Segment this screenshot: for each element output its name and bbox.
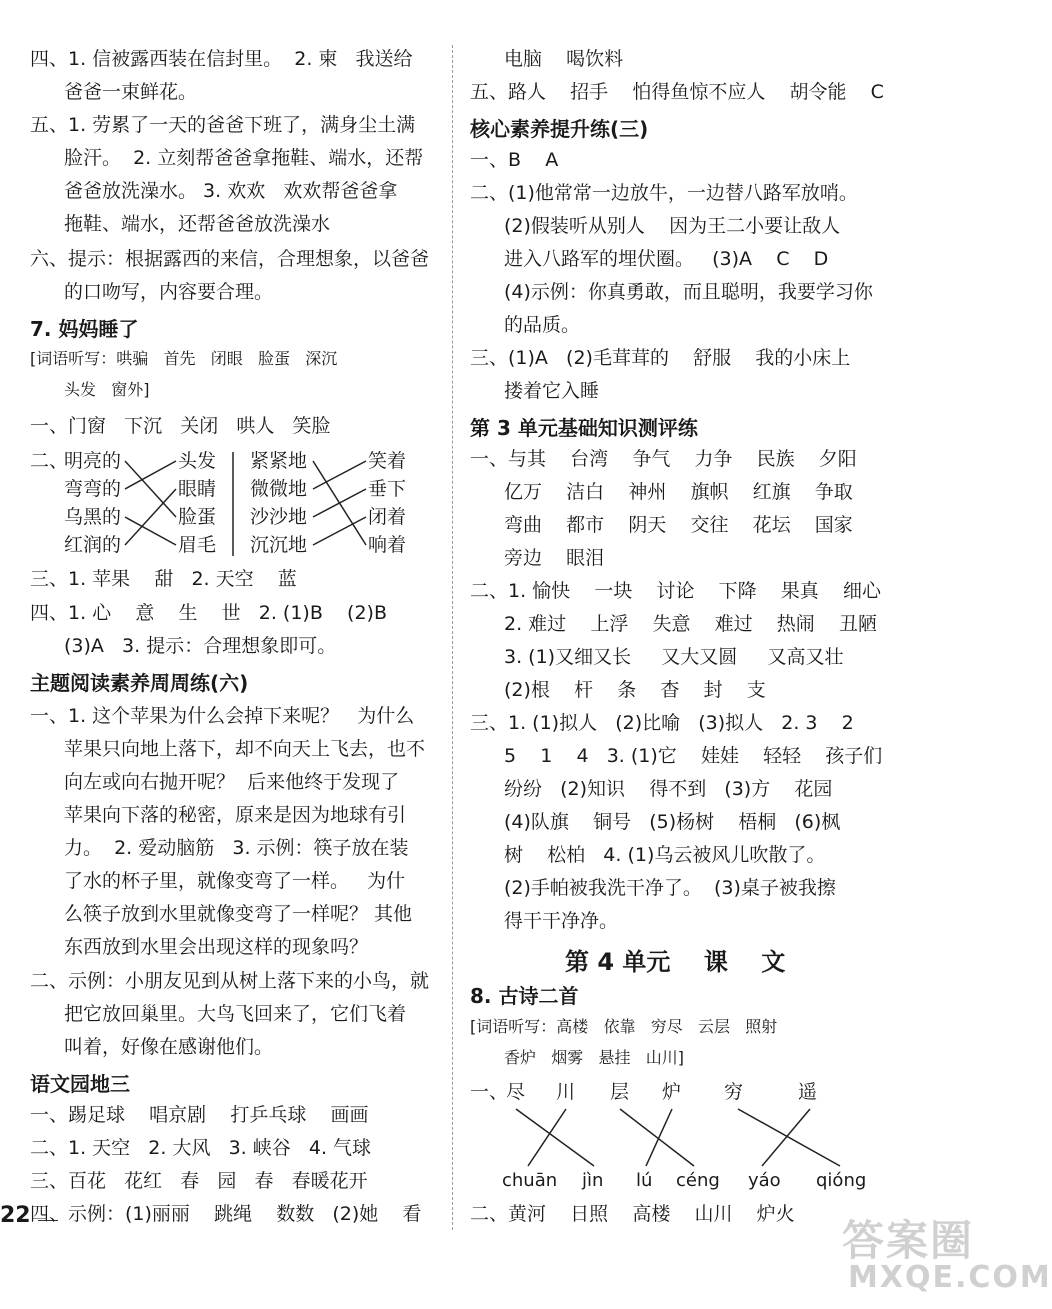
match-char: 炉 bbox=[662, 1081, 682, 1103]
match-word: 红润的 bbox=[64, 534, 122, 556]
answer-line: 二、(1)他常常一边放牛，一边替八路军放哨。 bbox=[470, 182, 858, 204]
answer-line: 二、1. 愉快 一块 讨论 下降 果真 细心 bbox=[470, 580, 881, 602]
answer-line: 2. 难过 上浮 失意 难过 热闹 丑陋 bbox=[504, 613, 877, 635]
answer-line: (2)假装听从别人 因为王二小要让敌人 bbox=[504, 215, 841, 237]
answer-line: 五、1. 劳累了一天的爸爸下班了，满身尘土满 bbox=[30, 114, 416, 136]
answer-line: 苹果只向地上落下，却不向天上飞去，也不 bbox=[64, 738, 426, 760]
answer-line: (2)手帕被我洗干净了。 (3)桌子被我擦 bbox=[504, 877, 836, 899]
answer-line: 3. (1)又细又长 又大又圆 又高又壮 bbox=[504, 646, 844, 668]
answer-line: 六、提示：根据露西的来信，合理想象，以爸爸 bbox=[30, 248, 430, 270]
answer-line: (2)根 杆 条 杳 封 支 bbox=[504, 679, 766, 701]
answer-line: 把它放回巢里。大鸟飞回来了，它们飞着 bbox=[64, 1003, 407, 1025]
match-word: 垂下 bbox=[368, 478, 407, 500]
answer-line: 了水的杯子里，就像变弯了一样。 为什 bbox=[64, 870, 406, 892]
match-char: 尽 bbox=[506, 1081, 526, 1103]
answer-line: 三、百花 花红 春 园 春 春暖花开 bbox=[30, 1170, 368, 1192]
match-word: 微微地 bbox=[250, 478, 308, 500]
match-word: 眉毛 bbox=[178, 534, 217, 556]
answer-line: 五、路人 招手 怕得鱼惊不应人 胡令能 C bbox=[470, 81, 884, 103]
match-char: 穷 bbox=[724, 1081, 744, 1103]
match-char: 川 bbox=[556, 1081, 576, 1103]
answer-line: 进入八路军的埋伏圈。 (3)A C D bbox=[504, 248, 829, 270]
match-pinyin: lú bbox=[636, 1170, 653, 1191]
match-pinyin: yáo bbox=[748, 1170, 781, 1191]
answer-line: 三、1. (1)拟人 (2)比喻 (3)拟人 2. 3 2 bbox=[470, 712, 854, 734]
match-pinyin: jìn bbox=[582, 1170, 604, 1191]
answer-line: (4)示例：你真勇敢，而且聪明，我要学习你 bbox=[504, 281, 873, 303]
match-word: 乌黑的 bbox=[64, 506, 122, 528]
watermark-url: MXQE.COM bbox=[848, 1260, 1052, 1295]
vocab-dictation: 香炉 烟雾 悬挂 山川] bbox=[504, 1048, 685, 1067]
match-pinyin: qióng bbox=[816, 1170, 867, 1191]
watermark-logo bbox=[842, 1208, 1052, 1303]
answer-line: 的品质。 bbox=[504, 314, 581, 336]
page-number-rule bbox=[38, 1220, 58, 1221]
match-word: 眼睛 bbox=[178, 478, 217, 500]
answer-line: 二、黄河 日照 高楼 山川 炉火 bbox=[470, 1203, 795, 1225]
match-word: 沙沙地 bbox=[250, 506, 308, 528]
page-number: 22 bbox=[0, 1203, 31, 1228]
matching-lines bbox=[30, 0, 440, 600]
match-prefix: 一、 bbox=[470, 1081, 509, 1103]
answer-line: 亿万 洁白 神州 旗帜 红旗 争取 bbox=[504, 481, 853, 503]
match-char: 层 bbox=[610, 1081, 630, 1103]
section-heading-hexin: 核心素养提升练(三) bbox=[470, 117, 649, 141]
answer-line: 一、1. 这个苹果为什么会掉下来呢？ 为什么 bbox=[30, 705, 415, 727]
match-word: 紧紧地 bbox=[250, 450, 308, 472]
answer-line: 向左或向右抛开呢？ 后来他终于发现了 bbox=[64, 771, 400, 793]
answer-line: 爸爸放洗澡水。 3. 欢欢 欢欢帮爸爸拿 bbox=[64, 180, 398, 202]
answer-line: 四、1. 心 意 生 世 2. (1)B (2)B bbox=[30, 602, 387, 624]
answer-line: 二、示例：小朋友见到从树上落下来的小鸟，就 bbox=[30, 970, 430, 992]
answer-line: 一、B A bbox=[470, 149, 559, 171]
answer-line: 一、门窗 下沉 关闭 哄人 笑脸 bbox=[30, 415, 331, 437]
section-heading-zhuti: 主题阅读素养周周练(六) bbox=[30, 671, 249, 695]
answer-line: 脸汗。 2. 立刻帮爸爸拿拖鞋、端水，还帮 bbox=[64, 147, 424, 169]
answer-line: 树 松柏 4. (1)乌云被风儿吹散了。 bbox=[504, 844, 826, 866]
vocab-dictation: 头发 窗外] bbox=[64, 380, 150, 399]
match-word: 沉沉地 bbox=[250, 534, 308, 556]
answer-line: 三、1. 苹果 甜 2. 天空 蓝 bbox=[30, 568, 297, 590]
answer-line: 叫着，好像在感谢他们。 bbox=[64, 1036, 274, 1058]
section-heading-8: 8. 古诗二首 bbox=[470, 984, 579, 1008]
answer-line: 爸爸一束鲜花。 bbox=[64, 81, 198, 103]
match-char: 遥 bbox=[798, 1081, 818, 1103]
match-word: 笑着 bbox=[368, 450, 407, 472]
answer-line: 一、与其 台湾 争气 力争 民族 夕阳 bbox=[470, 448, 857, 470]
answer-line: 旁边 眼泪 bbox=[504, 547, 605, 569]
pinyin-matching-lines bbox=[470, 0, 890, 1250]
answer-line: 东西放到水里会出现这样的现象吗？ bbox=[64, 936, 369, 958]
vocab-dictation: [词语听写：哄骗 首先 闭眼 脸蛋 深沉 bbox=[30, 349, 338, 368]
answer-line: (4)队旗 铜号 (5)杨树 梧桐 (6)枫 bbox=[504, 811, 841, 833]
match-word: 响着 bbox=[368, 534, 407, 556]
section-heading-yuwen: 语文园地三 bbox=[30, 1072, 130, 1096]
answer-line: 电脑 喝饮料 bbox=[504, 48, 624, 70]
answer-line: 的口吻写，内容要合理。 bbox=[64, 281, 274, 303]
answer-line: (3)A 3. 提示：合理想象即可。 bbox=[64, 635, 337, 657]
answer-line: 拖鞋、端水，还帮爸爸放洗澡水 bbox=[64, 213, 331, 235]
match-pinyin: chuān bbox=[502, 1170, 558, 1191]
match-word: 闭着 bbox=[368, 506, 407, 528]
answer-line: 二、1. 天空 2. 大风 3. 峡谷 4. 气球 bbox=[30, 1137, 372, 1159]
answer-line: 四、1. 信被露西装在信封里。 2. 柬 我送给 bbox=[30, 48, 413, 70]
section-heading-unit3: 第 3 单元基础知识测评练 bbox=[470, 416, 698, 440]
answer-line: 弯曲 都市 阴天 交往 花坛 国家 bbox=[504, 514, 853, 536]
answer-line: 力。 2. 爱动脑筋 3. 示例：筷子放在装 bbox=[64, 837, 409, 859]
answer-line: 搂着它入睡 bbox=[504, 380, 600, 402]
answer-line: 三、(1)A (2)毛茸茸的 舒服 我的小床上 bbox=[470, 347, 851, 369]
answer-line: 四、示例：(1)丽丽 跳绳 数数 (2)她 看 bbox=[30, 1203, 422, 1225]
answer-line: 一、踢足球 唱京剧 打乒乓球 画画 bbox=[30, 1104, 369, 1126]
column-divider bbox=[452, 45, 453, 1230]
match-word: 头发 bbox=[178, 450, 217, 472]
answer-line: 得干干净净。 bbox=[504, 910, 619, 932]
unit-title: 第 4 单元 课 文 bbox=[565, 948, 786, 976]
answer-line: 么筷子放到水里就像变弯了一样呢？ 其他 bbox=[64, 903, 413, 925]
answer-line: 纷纷 (2)知识 得不到 (3)方 花园 bbox=[504, 778, 833, 800]
match-word: 弯弯的 bbox=[64, 478, 122, 500]
answer-line: 5 1 4 3. (1)它 娃娃 轻轻 孩子们 bbox=[504, 745, 883, 767]
answer-line: 苹果向下落的秘密，原来是因为地球有引 bbox=[64, 804, 407, 826]
match-word: 脸蛋 bbox=[178, 506, 217, 528]
vocab-dictation: [词语听写：高楼 依靠 穷尽 云层 照射 bbox=[470, 1017, 778, 1036]
section-heading-7: 7. 妈妈睡了 bbox=[30, 317, 139, 341]
match-word: 明亮的 bbox=[64, 450, 122, 472]
match-prefix: 二、 bbox=[30, 450, 69, 472]
watermark-text: 答案圈 bbox=[842, 1216, 975, 1265]
match-pinyin: céng bbox=[676, 1170, 720, 1191]
